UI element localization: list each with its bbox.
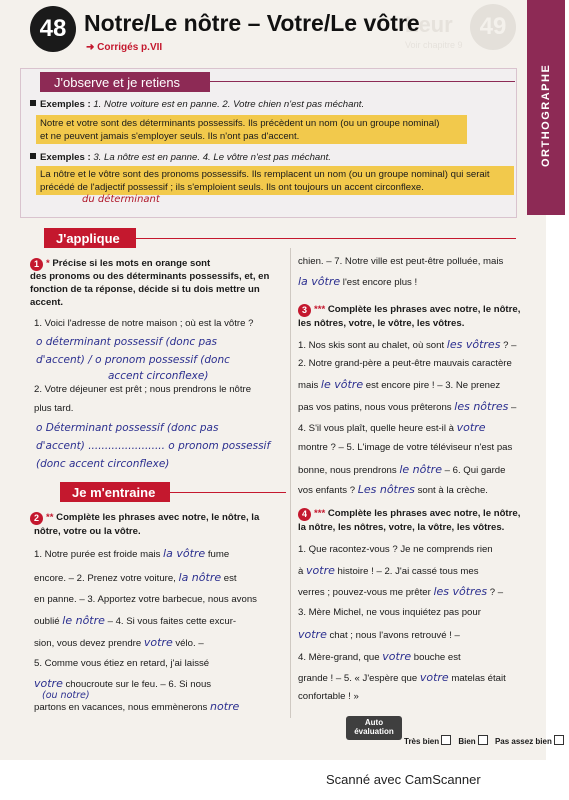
bullet-square-icon [30,153,36,159]
exercise-2-line: encore. – 2. Prenez votre voiture, la nôtre est [34,571,237,584]
handwritten-answer[interactable]: la vôtre [163,547,206,560]
handwritten-answer[interactable]: votre [456,421,486,434]
exercise-4-stars: *** [314,508,326,520]
exercise-4-line: votre chat ; nous l'avons retrouvé ! – [298,628,460,641]
observe-title: J'observe et je retiens [40,72,210,92]
evaluation-option-label: Très bien [404,737,440,746]
exercise-2-line: 1. Notre purée est froide mais la vôtre fume [34,547,230,560]
exercise-4-instruction-1 [298,508,520,521]
exercise-2-continuation-2: la vôtre l'est encore plus ! [298,275,418,288]
examples-label: Exemples : [40,99,91,110]
exercise-4-line: 1. Que racontez-vous ? Je ne comprends rien [298,544,493,555]
evaluation-checkbox-bien[interactable] [478,735,488,745]
exercise-1-instruction-2: des pronoms ou des déterminants possessifs, et, en [30,271,270,282]
examples-line-2 [30,152,331,163]
handwritten-answer[interactable]: votre [306,564,335,577]
handwritten-answer[interactable]: le nôtre [399,463,442,476]
handwritten-answer[interactable]: votre [419,671,449,684]
exercise-3-stars: *** [314,304,326,316]
exercise-1-stars: * [46,258,50,270]
exercise-3-line: 1. Nos skis sont au chalet, où sont les vôtres ? – [298,338,517,351]
exercise-3-text: Complète les phrases avec notre, le nôtre, [327,304,521,316]
column-divider [290,248,291,718]
exercise-2-line: en panne. – 3. Apportez votre barbecue, nous avons [34,594,257,605]
exercise-2-stars: ** [46,512,54,524]
handwritten-answer[interactable]: le nôtre [62,614,105,627]
next-lesson-title: Leur [405,12,453,37]
exercise-1-question-2b: plus tard. [34,403,74,414]
handwritten-correction: du déterminant [82,194,160,205]
exercise-1-answer-2-line-3[interactable]: (donc accent circonflexe) [36,458,170,470]
scanner-watermark: Scanné avec CamScanner [326,772,481,787]
entraine-rule [170,492,286,493]
handwritten-alternative[interactable]: (ou notre) [42,690,90,701]
evaluation-option-label: Bien [458,737,476,746]
exercise-1-instruction-3: fonction de ta réponse, décide si tu dois mettre un [30,284,260,295]
evaluation-options [404,735,569,746]
exercise-4-text: Complète les phrases avec notre, le nôtre, [327,508,521,520]
exercise-4-line: verres ; pouvez-vous me prêter les vôtres ? – [298,585,504,598]
examples-line-1 [30,99,364,110]
rule-2-line-2: précédé de l'adjectif possessif ; ils s'emploient seuls. Ils ont toujours un accent circonflexe. [40,182,424,193]
exercise-2-line: oublié le nôtre – 4. Si vous faites cette excur- [34,614,237,627]
exercise-3-line: 2. Notre grand-père a peut-être mauvais caractère [298,358,512,369]
examples-text: 3. La nôtre est en panne. 4. Le vôtre n'est pas méchant. [93,152,331,163]
handwritten-answer[interactable]: votre [298,628,327,641]
exercise-3-number: 3 [298,304,311,317]
applique-tag: J'applique [44,228,136,248]
handwritten-answer[interactable]: les vôtres [433,585,488,598]
handwritten-answer[interactable]: le vôtre [320,378,364,391]
handwritten-answer[interactable]: les nôtres [454,400,509,413]
next-lesson-subtitle: Voir chapitre 9 [405,40,463,50]
exercise-3-instruction-2: les nôtres, votre, le vôtre, les vôtres. [298,318,465,329]
handwritten-answer[interactable]: les vôtres [446,338,501,351]
exercise-3-line: mais le vôtre est encore pire ! – 3. Ne prenez [298,378,501,391]
exercise-2-instruction-1 [30,512,259,525]
corriges-link: ➜ Corrigés p.VII [86,42,163,53]
handwritten-answer[interactable]: la nôtre [178,571,222,584]
exercise-1-instruction-4: accent. [30,297,64,308]
applique-rule [136,238,516,239]
examples-text: 1. Notre voiture est en panne. 2. Votre chien n'est pas méchant. [93,99,365,110]
exercise-3-line: vos enfants ? Les nôtres sont à la crèche. [298,483,488,496]
exercise-3-line: 4. S'il vous plaît, quelle heure est-il à votre [298,421,486,434]
handwritten-answer[interactable]: Les nôtres [357,483,415,496]
exercise-2-number: 2 [30,512,43,525]
evaluation-checkbox-pas-assez-bien[interactable] [554,735,564,745]
exercise-4-instruction-2: la nôtre, les nôtres, votre, la vôtre, les vôtres. [298,522,505,533]
exercise-1-answer-2-line-2[interactable]: d'accent) ....................... o pronom possessif [36,440,271,452]
evaluation-checkbox-tres-bien[interactable] [441,735,451,745]
exercise-2-line: votre choucroute sur le feu. – 6. Si nous [34,677,212,690]
examples-label: Exemples : [40,152,91,163]
exercise-1-answer-1-line-3[interactable]: accent circonflexe) [108,370,209,382]
handwritten-answer[interactable]: la vôtre [298,275,341,288]
exercise-1-instruction-1 [30,258,210,271]
rule-1-line-2: et ne peuvent jamais s'employer seuls. Ils n'ont pas d'accent. [40,131,300,142]
exercise-4-line: à votre histoire ! – 2. J'ai cassé tous mes [298,564,479,577]
entraine-tag: Je m'entraine [60,482,170,502]
rule-1-line-1: Notre et votre sont des déterminants possessifs. Ils précèdent un nom (ou un groupe nominal) [40,118,440,129]
exercise-1-answer-1-line-2[interactable]: d'accent) / o pronom possessif (donc [36,354,230,366]
exercise-4-number: 4 [298,508,311,521]
bullet-square-icon [30,100,36,106]
exercise-1-answer-2-line-1[interactable]: o Déterminant possessif (donc pas [36,422,219,434]
evaluation-option-label: Pas assez bien [494,737,552,746]
exercise-2-text: Complète les phrases avec notre, le nôtre, la [56,512,260,524]
handwritten-answer[interactable]: notre [210,700,240,713]
exercise-3-instruction-1 [298,304,520,317]
next-lesson-badge: 49 [470,4,516,50]
exercise-1-question-2: 2. Votre déjeuner est prêt ; nous prendrons le nôtre [34,384,252,395]
lesson-number-badge: 48 [30,6,76,52]
exercise-1-question-1: 1. Voici l'adresse de notre maison ; où est la vôtre ? [34,318,254,329]
exercise-4-line: grande ! – 5. « J'espère que votre matelas était [298,671,506,684]
exercise-4-line: 3. Mère Michel, ne vous inquiétez pas pour [298,607,481,618]
handwritten-answer[interactable]: votre [143,636,173,649]
exercise-2-line: sion, vous devez prendre votre vélo. – [34,636,204,649]
rule-2-line-1: La nôtre et le vôtre sont des pronoms possessifs. Ils remplacent un nom (ou un groupe nominal) qui serait [40,169,490,180]
lesson-title: Notre/Le nôtre – Votre/Le vôtre [84,10,420,36]
exercise-3-line: montre ? – 5. L'image de votre téléviseur n'est pas [298,442,513,453]
exercise-4-line: 4. Mère-grand, que votre bouche est [298,650,461,663]
exercise-2-line: 5. Comme vous étiez en retard, j'ai laissé [34,658,210,669]
exercise-1-number: 1 [30,258,43,271]
exercise-3-line: bonne, nous prendrons le nôtre – 6. Qui garde [298,463,506,476]
auto-evaluation-label: Auto évaluation [346,716,402,740]
exercise-1-answer-1-line-1[interactable]: o déterminant possessif (donc pas [36,336,218,348]
handwritten-answer[interactable]: votre [34,677,63,690]
exercise-4-line: confortable ! » [298,691,359,702]
observe-title-rule [210,81,515,82]
exercise-2-line: partons en vacances, nous emmènerons notre [34,700,240,713]
exercise-1-text: Précise si les mots en orange sont [52,258,211,270]
exercise-3-line: pas vos patins, nous vous prêterons les nôtres – [298,400,517,413]
side-label: ORTHOGRAPHE [540,63,552,167]
exercise-2-instruction-2: nôtre, votre ou la vôtre. [34,526,141,537]
handwritten-answer[interactable]: votre [382,650,412,663]
exercise-2-continuation-1: chien. – 7. Notre ville est peut-être polluée, mais [298,256,504,267]
